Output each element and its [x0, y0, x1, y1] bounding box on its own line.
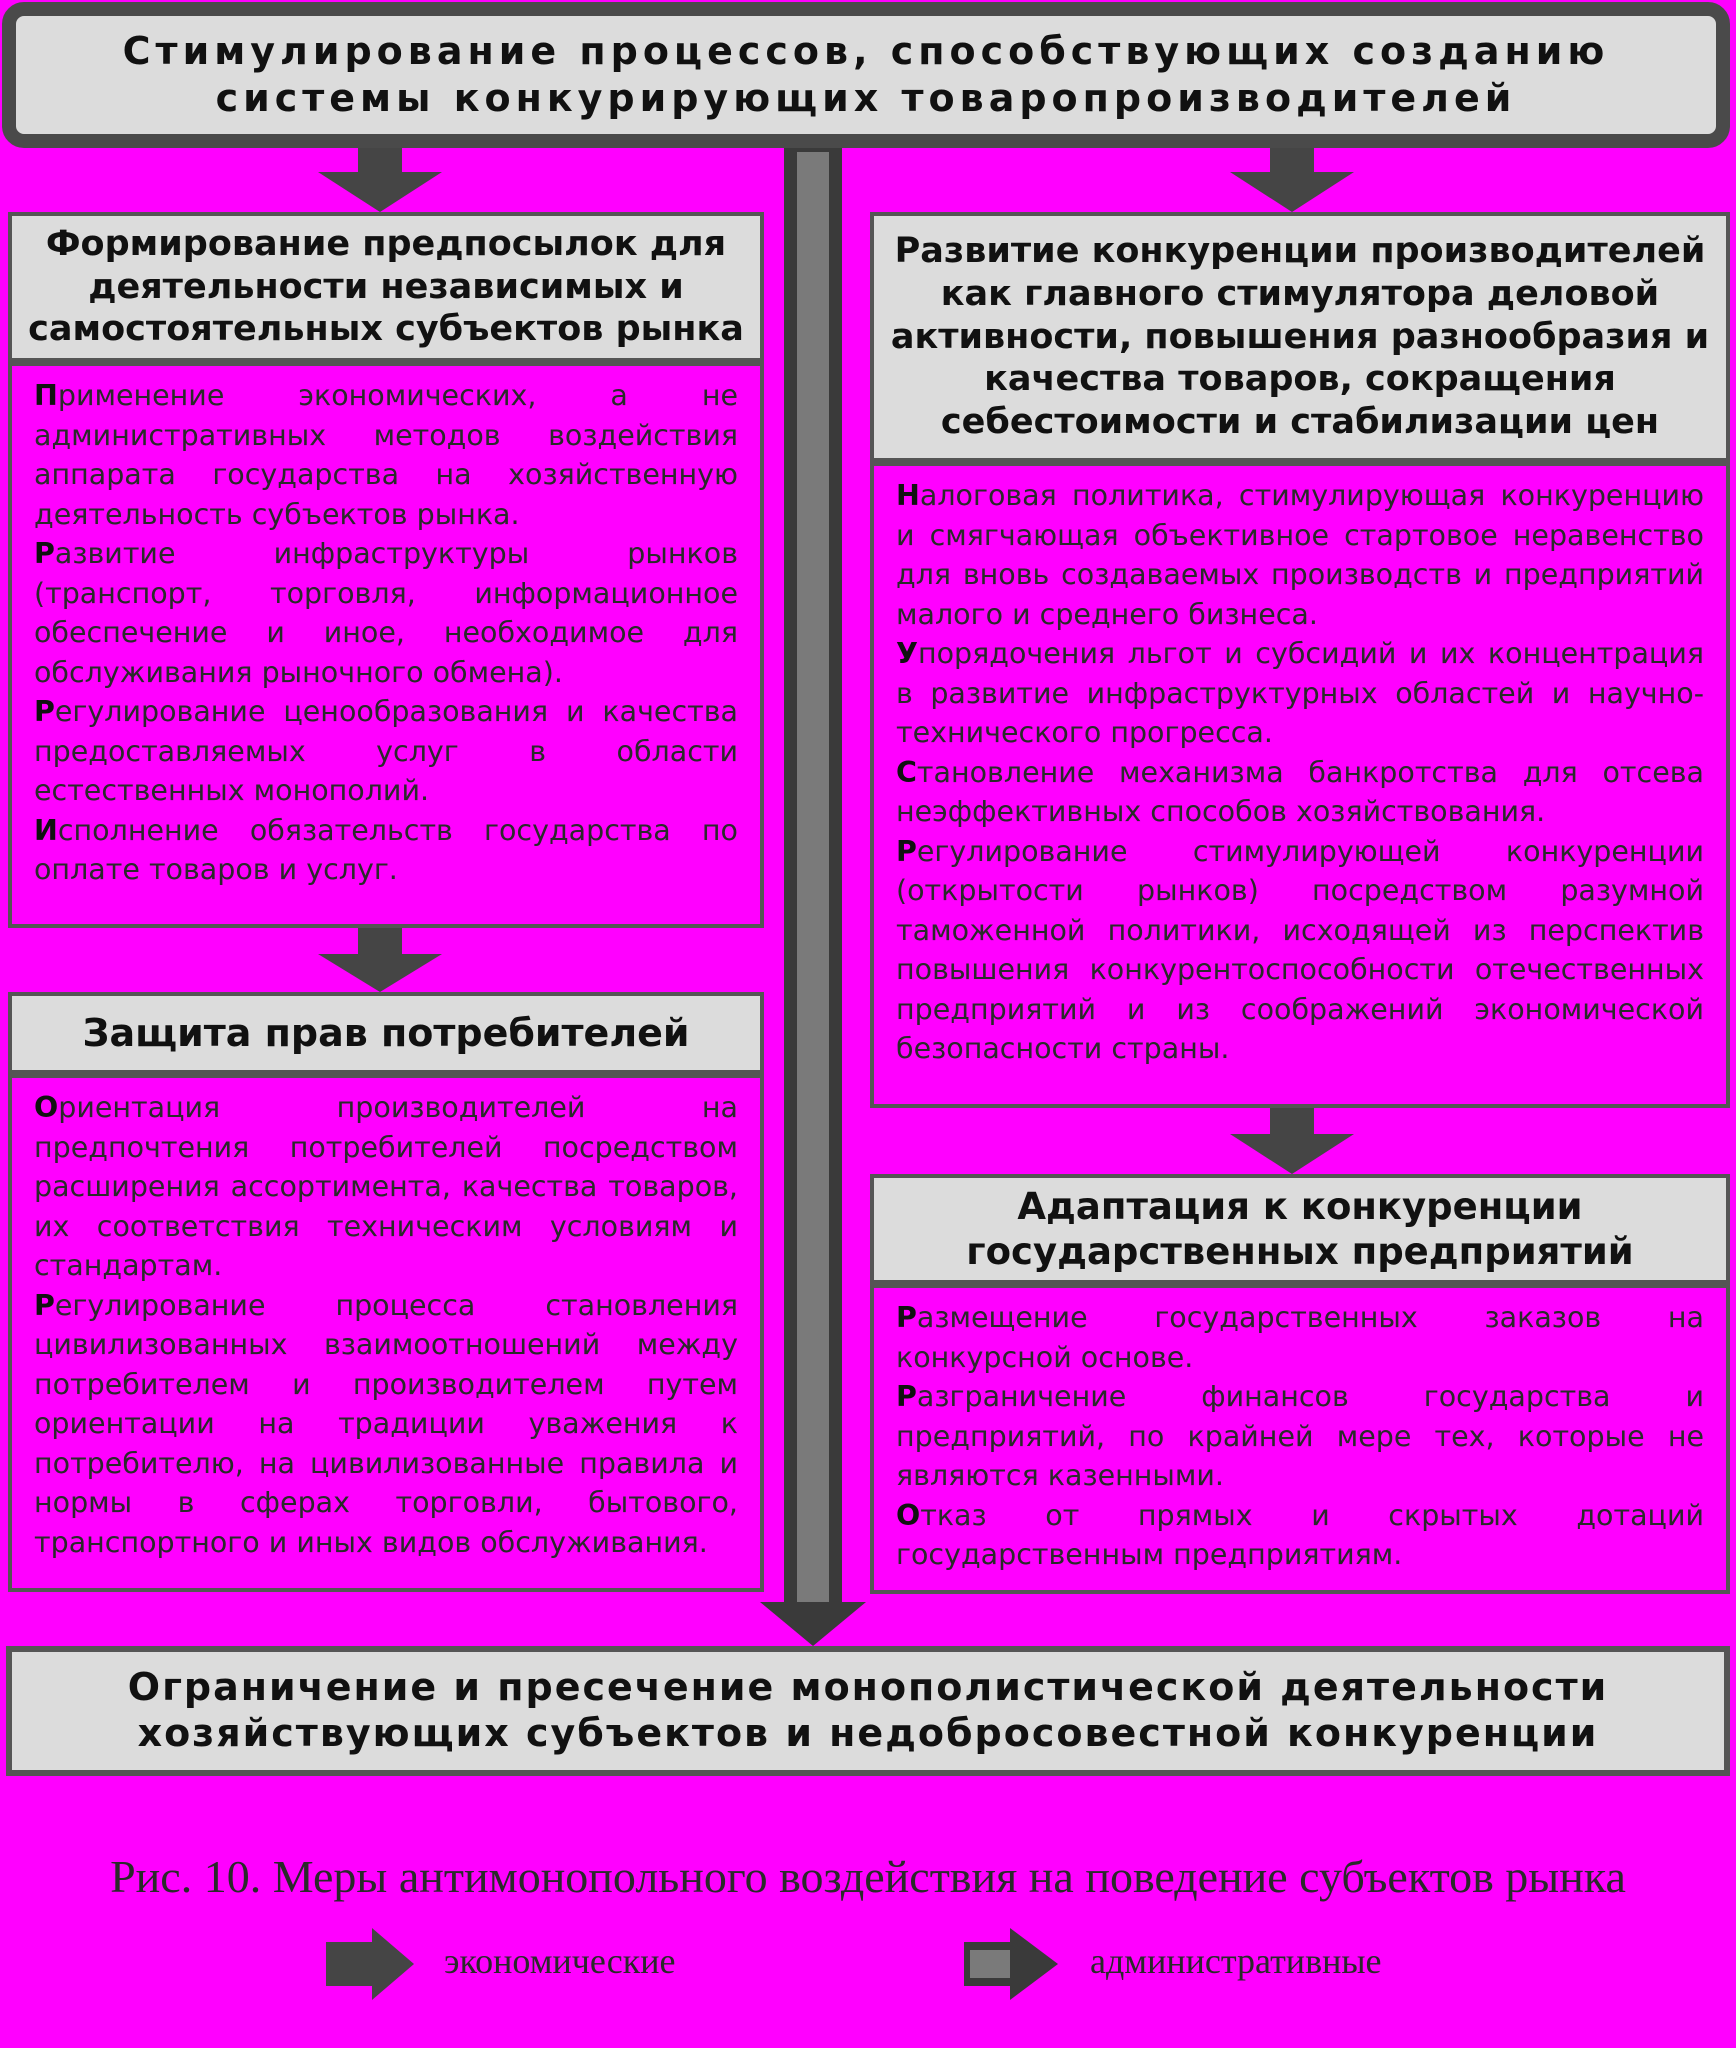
- bottom-box: [6, 1646, 1730, 1776]
- legend-economic-label: экономические: [444, 1941, 676, 1981]
- list-item: Исполнение обязательств государства по оплате товаров и услуг.: [34, 813, 738, 886]
- list-item: Налоговая политика, стимулирующая конкуренцию и смягчающая объективное стартовое неравенство для вновь создаваемых производств и предприятий малого и среднего бизнеса.: [896, 479, 1704, 631]
- arrow-mid-right: [1230, 1108, 1354, 1174]
- title-box: [2, 2, 1730, 148]
- list-item: Ориентация производителей на предпочтения потребителей посредством расширения ассортимента, качества товаров, их соответствия техническим условиям и стандартам.: [34, 1091, 738, 1282]
- legend-admin-label: административные: [1090, 1941, 1382, 1981]
- list-item: Применение экономических, а не административных методов воздействия аппарата государства на хозяйственную деятельность субъектов рынка.: [34, 379, 738, 531]
- legend-admin-arrow: [964, 1928, 1058, 2000]
- bottom-line-2: хозяйствующих субъектов и недобросовестной конкуренции: [137, 1711, 1599, 1755]
- title-line-2: системы конкурирующих товаропроизводителей: [215, 76, 1517, 120]
- left-block2-heading: Защита прав потребителей: [8, 992, 764, 1074]
- list-item: Развитие инфраструктуры рынков (транспорт, торговля, информационное обеспечение и иное, необходимое для обслуживания рыночного обмена).: [34, 537, 738, 689]
- list-item: Регулирование стимулирующей конкуренции (открытости рынков) посредством разумной таможенной политики, исходящей из перспектив повышения конкурентоспособности отечественных предприятий и из соображений экономической безопасности страны.: [896, 834, 1704, 1065]
- legend-economic-arrow: [326, 1928, 414, 2000]
- arrow-top-right: [1230, 148, 1354, 212]
- bottom-line-1: Ограничение и пресечение монополистической деятельности: [127, 1665, 1609, 1710]
- right-block2-heading: Адаптация к конкуренции государственных предприятий: [870, 1174, 1730, 1284]
- list-item: Разграничение финансов государства и предприятий, по крайней мере тех, которые не являются казенными.: [896, 1380, 1704, 1492]
- right-block2-body: [870, 1284, 1730, 1594]
- left-block2-body: [8, 1074, 764, 1592]
- arrow-mid-left: [318, 928, 442, 992]
- list-item: Регулирование ценообразования и качества предоставляемых услуг в области естественных монополий.: [34, 695, 738, 807]
- list-item: Становление механизма банкротства для отсева неэффективных способов хозяйствования.: [896, 755, 1704, 828]
- right-block1-body: [870, 462, 1730, 1108]
- arrow-top-left: [318, 148, 442, 212]
- list-item: Отказ от прямых и скрытых дотаций государственным предприятиям.: [896, 1498, 1704, 1571]
- list-item: Упорядочения льгот и субсидий и их концентрация в развитие инфраструктурных областей и научно-технического прогресса.: [896, 637, 1704, 749]
- right-block1-heading: Развитие конкуренции производителей как главного стимулятора деловой активности, повышения разнообразия и качества товаров, сокращения себестоимости и стабилизации цен: [870, 212, 1730, 462]
- list-item: Размещение государственных заказов на конкурсной основе.: [896, 1301, 1704, 1374]
- left-block1-body: [8, 362, 764, 928]
- title-line-1: Стимулирование процессов, способствующих созданию: [122, 28, 1610, 73]
- list-item: Регулирование процесса становления цивилизованных взаимоотношений между потребителем и производителем путем ориентации на традиции уважения к потребителю, на цивилизованные правила и нормы в сферах торговли, бытового, транспортного и иных видов обслуживания.: [34, 1288, 738, 1559]
- central-admin-arrow: [760, 148, 866, 1646]
- left-block1-heading: Формирование предпосылок для деятельности независимых и самостоятельных субъектов рынка: [8, 212, 764, 362]
- figure-caption: Рис. 10. Меры антимонопольного воздействия на поведение субъектов рынка: [110, 1851, 1626, 1902]
